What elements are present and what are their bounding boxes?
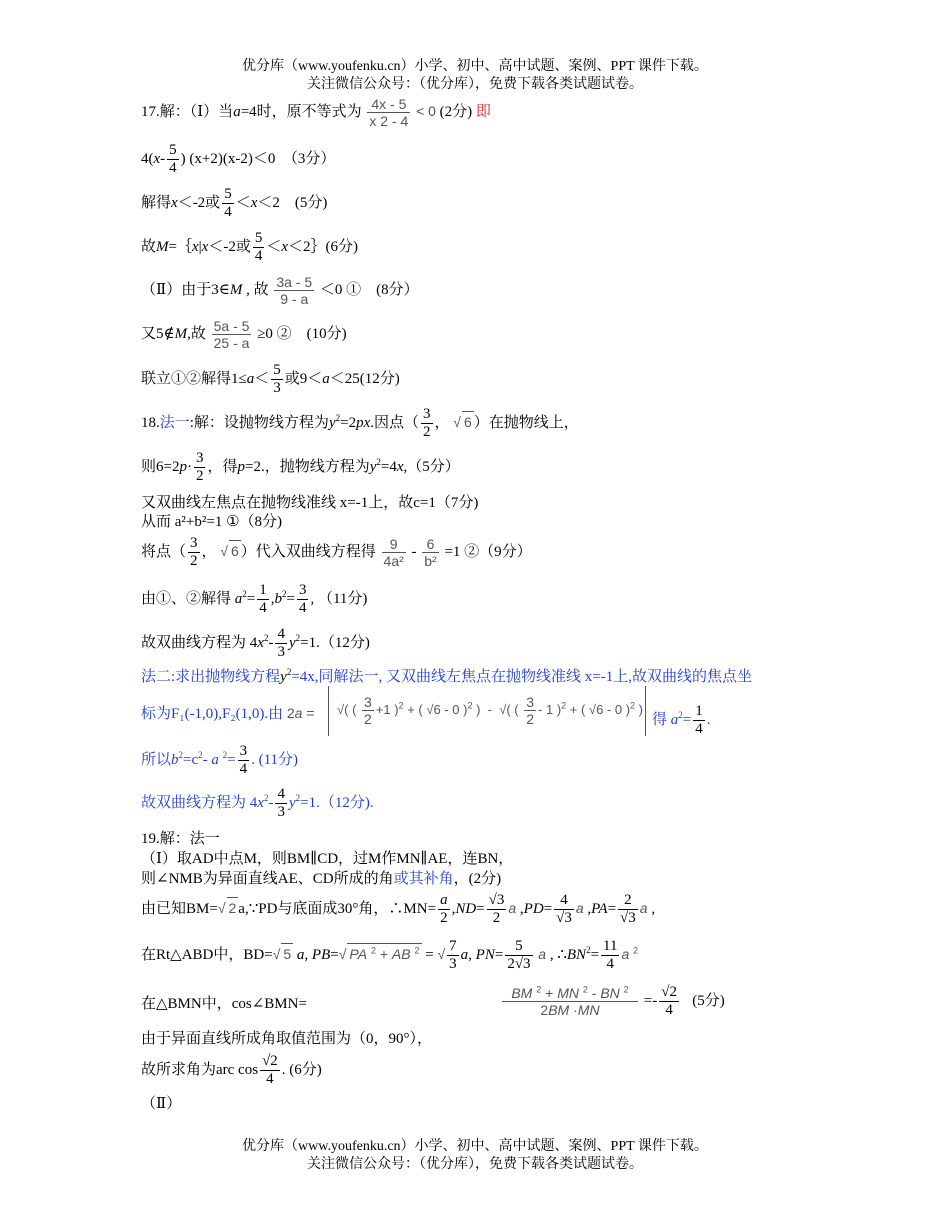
p19-line7: 由于异面直线所成角取值范围为（0，90°），: [141, 1031, 433, 1047]
p18-line3: 又双曲线左焦点在抛物线准线 x=-1上，故c=1（7分): [141, 495, 479, 511]
p18-line2: 则6=2p· $\frac{3}{2}$ ，得p=2.，抛物线方程为$y^2=4x,(5$分）: [141, 450, 460, 484]
p18-method2-line1: 法二:求出抛物线方程$y^2=4x$,同解法一, 又双曲线左焦点在抛物线准线 x=-1上,故双曲线的焦点坐: [141, 667, 753, 685]
p17-line1: 17.解：（Ⅰ）当a=4时，原不等式为 $\frac{4x - 5}{x 2 - 4}$ < 0 (2分) 即: [141, 96, 491, 129]
p19-line2: （Ⅰ）取AD中点M，则BM∥CD，过M作MN∥AE，连BN，: [141, 851, 514, 867]
p18-line6: 由①、②解得 $a^2=$ $\frac{1}{4}$ $,b^2=$ $\frac{3}{4}$ , （11分): [141, 582, 368, 616]
p19-line4: 由已知BM=√ 2 a,∵PD与底面成30°角，∴MN= $\frac{a}{2}$ ,ND= $\frac{√3}{2}$ a ,PD= $\frac{4}{√3}$ a ,PA= $\frac{2}{√3}$ a ,: [141, 892, 656, 926]
p18-method2-line3: 所以$b^2=c^2-$ a $^2$= $\frac{3}{4}$ . (11分): [141, 743, 299, 777]
focal-distance-expression: √( ( $\frac{3}{2}$ +1 )$^2$ + ( √6 - 0 )$^2$ ) - √( ( $\frac{3}{2}$ - 1 )$^2$ + ( √6 - 0 )$^2$ ): [328, 686, 646, 736]
p17-line2: 4(x- $\frac{5}{4}$ ) (x+2)(x-2)＜0 （3分）: [141, 142, 336, 176]
p18-method2-line4: 故双曲线方程为 $4x^2-$ $\frac{4}{3}$ $y^2=1.(12$分).: [141, 786, 374, 820]
page-footer-line2: 关注微信公众号：（优分库），免费下载各类试题试卷。: [307, 1157, 643, 1172]
p19-line8: 故所求角为arc cos $\frac{√2}{4}$ . (6分): [141, 1053, 322, 1087]
page-header-line1: 优分库（www.youfenku.cn）小学、初中、高中试题、案例、PPT 课件下载。: [242, 59, 708, 74]
p19-line1: 19.解：法一: [141, 831, 220, 847]
p18-line1: 18.法一:解：设抛物线方程为$y^2=2px$.因点（ $\frac{3}{2}$ ， √ 6 ）在抛物线上，: [141, 406, 579, 440]
p18-method2-result: 得 $a^2=$ $\frac{1}{4}$ .: [652, 703, 711, 737]
p17-line6: 又5∉M,故 $\frac{5a - 5}{25 - a}$ ≥0 ② (10分): [141, 318, 347, 351]
p19-line6: 在△BMN中，cos∠BMN=: [141, 996, 307, 1012]
p19-line9: （Ⅱ）: [141, 1096, 182, 1112]
p17-line7: 联立①②解得1≤a＜ $\frac{5}{3}$ 或9＜a＜25(12分): [141, 362, 400, 396]
p17-line5: （Ⅱ）由于3∈M , 故 $\frac{3a - 5}{9 - a}$ ＜0 ① (8分）: [141, 274, 419, 307]
p17-line3: 解得x＜-2或 $\frac{5}{4}$ ＜x＜2 (5分): [141, 186, 328, 220]
p19-line3: 则∠NMB为异面直线AE、CD所成的角或其补角，(2分): [141, 871, 502, 887]
p19-cos-formula: $\frac{BM ^2 + MN ^2 - BN ^2}{2BM \cdot MN}$ =- $\frac{√2}{4}$ (5分): [500, 984, 725, 1019]
page-footer-line1: 优分库（www.youfenku.cn）小学、初中、高中试题、案例、PPT 课件下载。: [242, 1139, 708, 1154]
p18-line5: 将点（ $\frac{3}{2}$ ， √ 6 ）代入双曲线方程得 $\frac{9}{\text{4a²}}$ - $\frac{6}{\text{b²}}$ =1 ②（9分）: [141, 535, 532, 569]
p18-line7: 故双曲线方程为 $4x^2-$ $\frac{4}{3}$ $y^2=1.(12$分): [141, 626, 370, 660]
p17-line4: 故M=｛x|x＜-2或 $\frac{5}{4}$ ＜x＜2｝(6分): [141, 230, 359, 264]
p18-method2-line2: 标为F₁(-1,0),F₂(1,0).由 2a =: [141, 705, 315, 722]
p18-line4: 从而 a²+b²=1 ①（8分): [141, 514, 283, 530]
p19-line5: 在Rt△ABD中，BD=√ 5 a, PB=√ PA $^2$ + AB $^2$ = √ $\frac{7}{3}$ a, PN= $\frac{5}{2√3}$ a , $\therefore BN^2=$ $\frac{11}{4}$ a $^2$: [141, 938, 639, 972]
page-header-line2: 关注微信公众号：（优分库），免费下载各类试题试卷。: [307, 77, 643, 92]
